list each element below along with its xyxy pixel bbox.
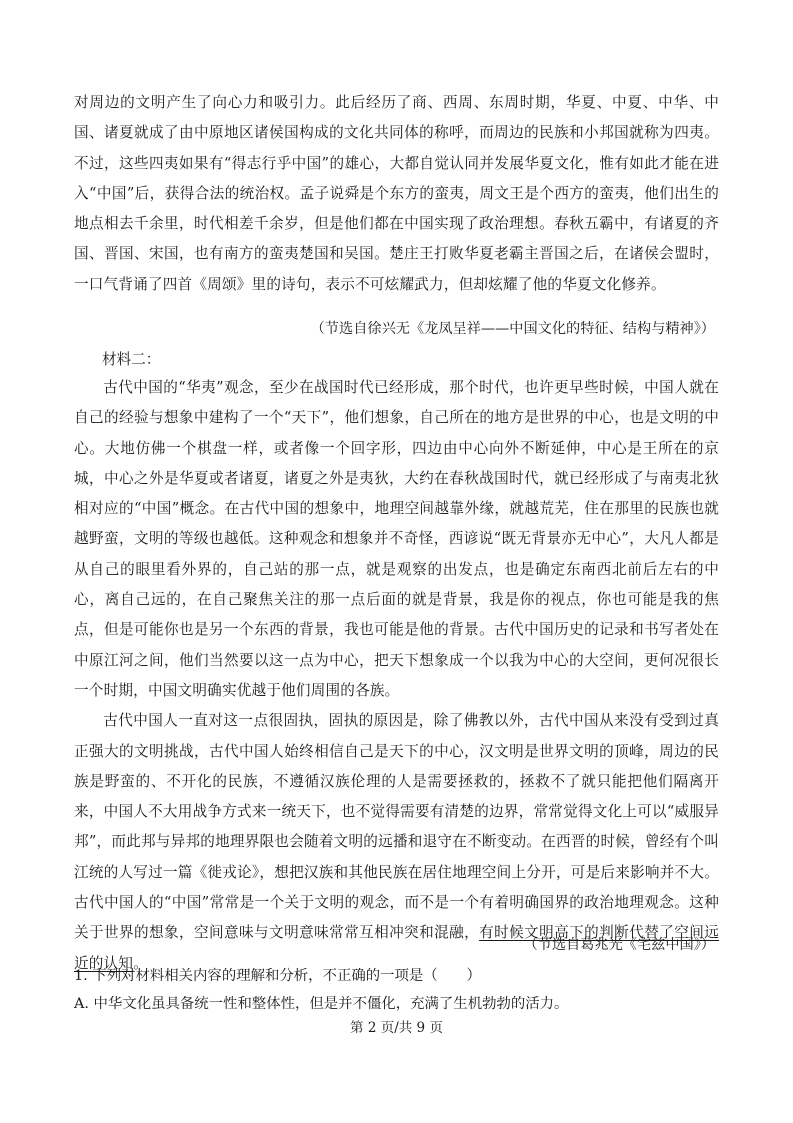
material-one-source: （节选自徐兴无《龙凤呈祥——中国文化的特征、结构与精神》）: [310, 321, 715, 337]
paragraph-2-text: 古代中国人一直对这一点很固执，固执的原因是，除了佛教以外，古代中国从来没有受到过真正强大的文明挑战，古代中国人始终相信自己是天下的中心，汉文明是世界文明的顶峰，周边的民族是野蛮的、不开化的民族，不遵循汉族伦理的人是需要拯救的，拯救不了就只能把他们隔离开来，中国人不大用战争方式来一统天下，也不觉得需要有清楚的边界，常常觉得文化上可以“威服异邦”，而此邦与异邦的地理界限也会随着文明的远播和退守在不断变动。在西晋的时候，曾经有个叫江统的人写过一篇《徙戎论》，想把汉族和其他民族在居住地理空间上分开，可是后来影响并不大。古代中国人的“中国”常常是一个关于文明的观念，而不是一个有着明确国界的政治地理观念。这种关于世界的想象，空间意味与文明意味常常互相冲突和混融，: [74, 712, 719, 942]
page-footer: 第 2 页/共 9 页: [350, 1020, 443, 1036]
material-two-source: （节选自葛兆光《宅兹中国》）: [523, 937, 715, 953]
material-one-continuation: [74, 88, 719, 300]
material-two-heading: 材料二：: [102, 351, 161, 368]
material-two-body: [74, 373, 719, 979]
question-1-option-a: A. 中华文化虽具备统一性和整体性，但是并不僵化，充满了生机勃勃的活力。: [74, 996, 569, 1012]
paragraph-2-end: 。: [133, 954, 148, 972]
material-one-paragraph: 对周边的文明产生了向心力和吸引力。此后经历了商、西周、东周时期，华夏、中夏、中华、中国、诸夏就成了由中原地区诸侯国构成的文化共同体的称呼，而周边的民族和小邦国就称为四夷。不过，这些四夷如果有“得志行乎中国”的雄心，大都自觉认同并发展华夏文化，惟有如此才能在进入“中国”后，获得合法的统治权。孟子说舜是个东方的蛮夷，周文王是个西方的蛮夷，他们出生的地点相去千余里，时代相差千余岁，但是他们都在中国实现了政治理想。春秋五霸中，有诸夏的齐国、晋国、宋国，也有南方的蛮夷楚国和吴国。楚庄王打败华夏老霸主晋国之后，在诸侯会盟时，一口气背诵了四首《周颂》里的诗句，表示不可炫耀武力，但却炫耀了他的华夏文化修养。: [74, 94, 719, 293]
underlined-sentence: 有时候文明高下的判断代替了空间远近的认知: [74, 924, 720, 972]
material-two-paragraph-1: 古代中国的“华夷”观念，至少在战国时代已经形成，那个时代，也许更早些时候，中国人就在自己的经验与想象中建构了一个“天下”，他们想象，自己所在的地方是世界的中心，也是文明的中心。大地仿佛一个棋盘一样，或者像一个回字形，四边由中心向外不断延伸，中心是王所在的京城，中心之外是华夏或者诸夏，诸夏之外是夷狄，大约在春秋战国时代，就已经形成了与南夷北狄相对应的“中国”概念。在古代中国的想象中，地理空间越靠外缘，就越荒芜，住在那里的民族也就越野蛮，文明的等级也越低。这种观念和想象并不奇怪，西谚说“既无背景亦无中心”，大凡人都是从自己的眼里看外界的，自己站的那一点，就是观察的出发点，也是确定东南西北前后左右的中心，离自己远的，在自己聚焦关注的那一点后面的就是背景，我是你的视点，你也可能是我的焦点，但是可能你也是另一个东西的背景，我也可能是他的背景。古代中国历史的记录和书写者处在中原江河之间，他们当然要以这一点为中心，把天下想象成一个以我为中心的大空间，更何况很长一个时期，中国文明确实优越于他们周围的各族。: [74, 379, 719, 699]
question-1: [74, 962, 719, 1018]
question-1-stem: 1. 下列对材料相关内容的理解和分析，不正确的一项是（ ）: [74, 968, 481, 984]
